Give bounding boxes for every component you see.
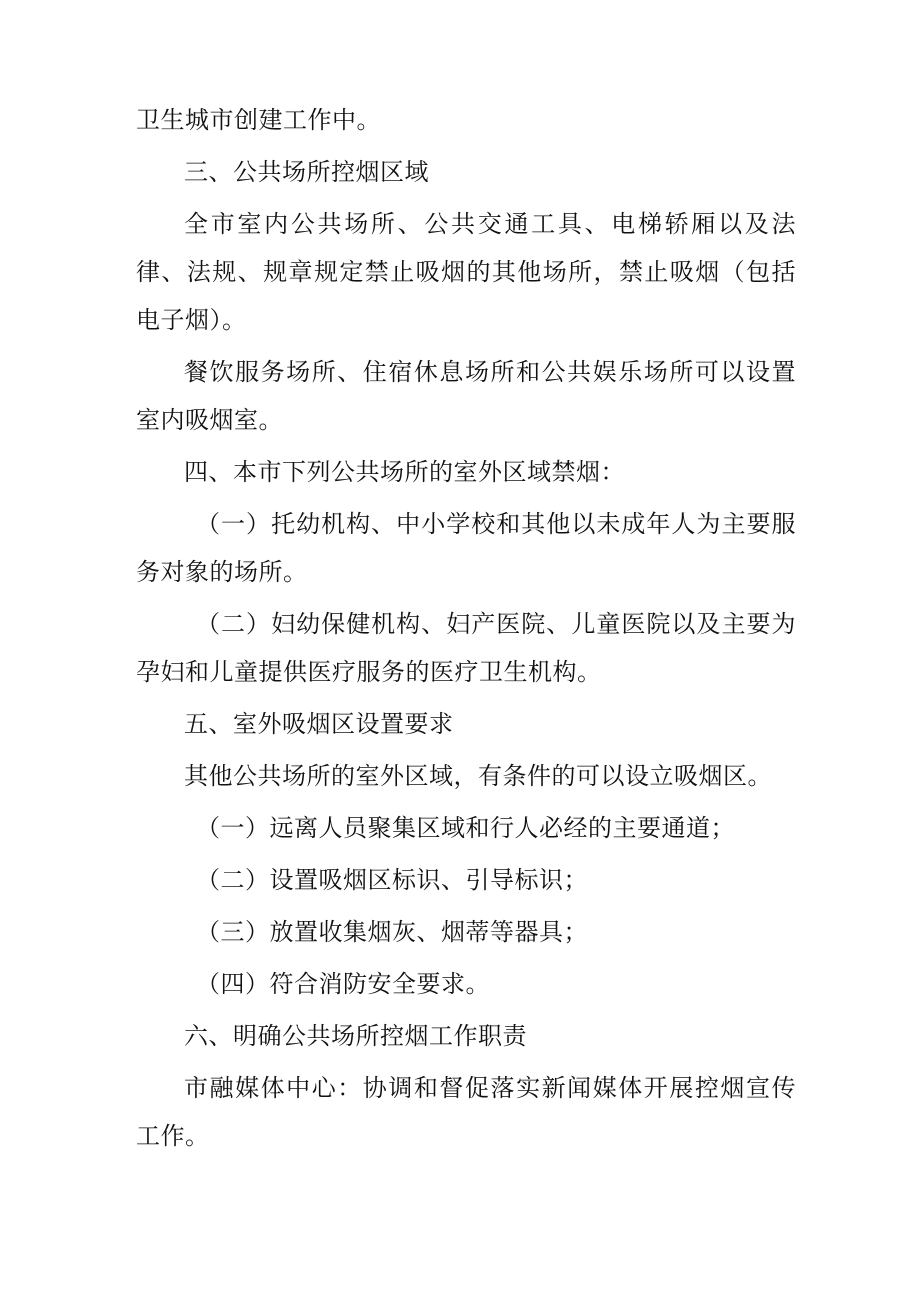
list-item-4-1: （一）托幼机构、中小学校和其他以未成年人为主要服务对象的场所。 <box>136 510 796 586</box>
paragraph-indoor-ban: 全市室内公共场所、公共交通工具、电梯轿厢以及法律、法规、规章规定禁止吸烟的其他场所，禁止吸烟（包括电子烟）。 <box>136 210 796 334</box>
paragraph-smoking-room: 餐饮服务场所、住宿休息场所和公共娱乐场所可以设置室内吸烟室。 <box>136 358 796 434</box>
list-item-5-1: （一）远离人员聚集区域和行人必经的主要通道； <box>196 814 735 842</box>
list-item-4-2: （二）妇幼保健机构、妇产医院、儿童医院以及主要为孕妇和儿童提供医疗服务的医疗卫生机构。 <box>136 610 796 686</box>
section-heading-5: 五、室外吸烟区设置要求 <box>184 710 454 738</box>
paragraph-media-center: 市融媒体中心：协调和督促落实新闻媒体开展控烟宣传工作。 <box>136 1074 796 1150</box>
paragraph-continuation: 卫生城市创建工作中。 <box>136 106 381 134</box>
section-heading-4: 四、本市下列公共场所的室外区域禁烟： <box>184 458 625 486</box>
list-item-5-3: （三）放置收集烟灰、烟蒂等器具； <box>196 918 588 946</box>
section-heading-3: 三、公共场所控烟区域 <box>184 158 429 186</box>
list-item-5-2: （二）设置吸烟区标识、引导标识； <box>196 866 588 894</box>
paragraph-outdoor-area: 其他公共场所的室外区域，有条件的可以设立吸烟区。 <box>184 762 772 790</box>
list-item-5-4: （四）符合消防安全要求。 <box>196 970 490 998</box>
document-body <box>136 96 796 1164</box>
section-heading-6: 六、明确公共场所控烟工作职责 <box>184 1022 527 1050</box>
